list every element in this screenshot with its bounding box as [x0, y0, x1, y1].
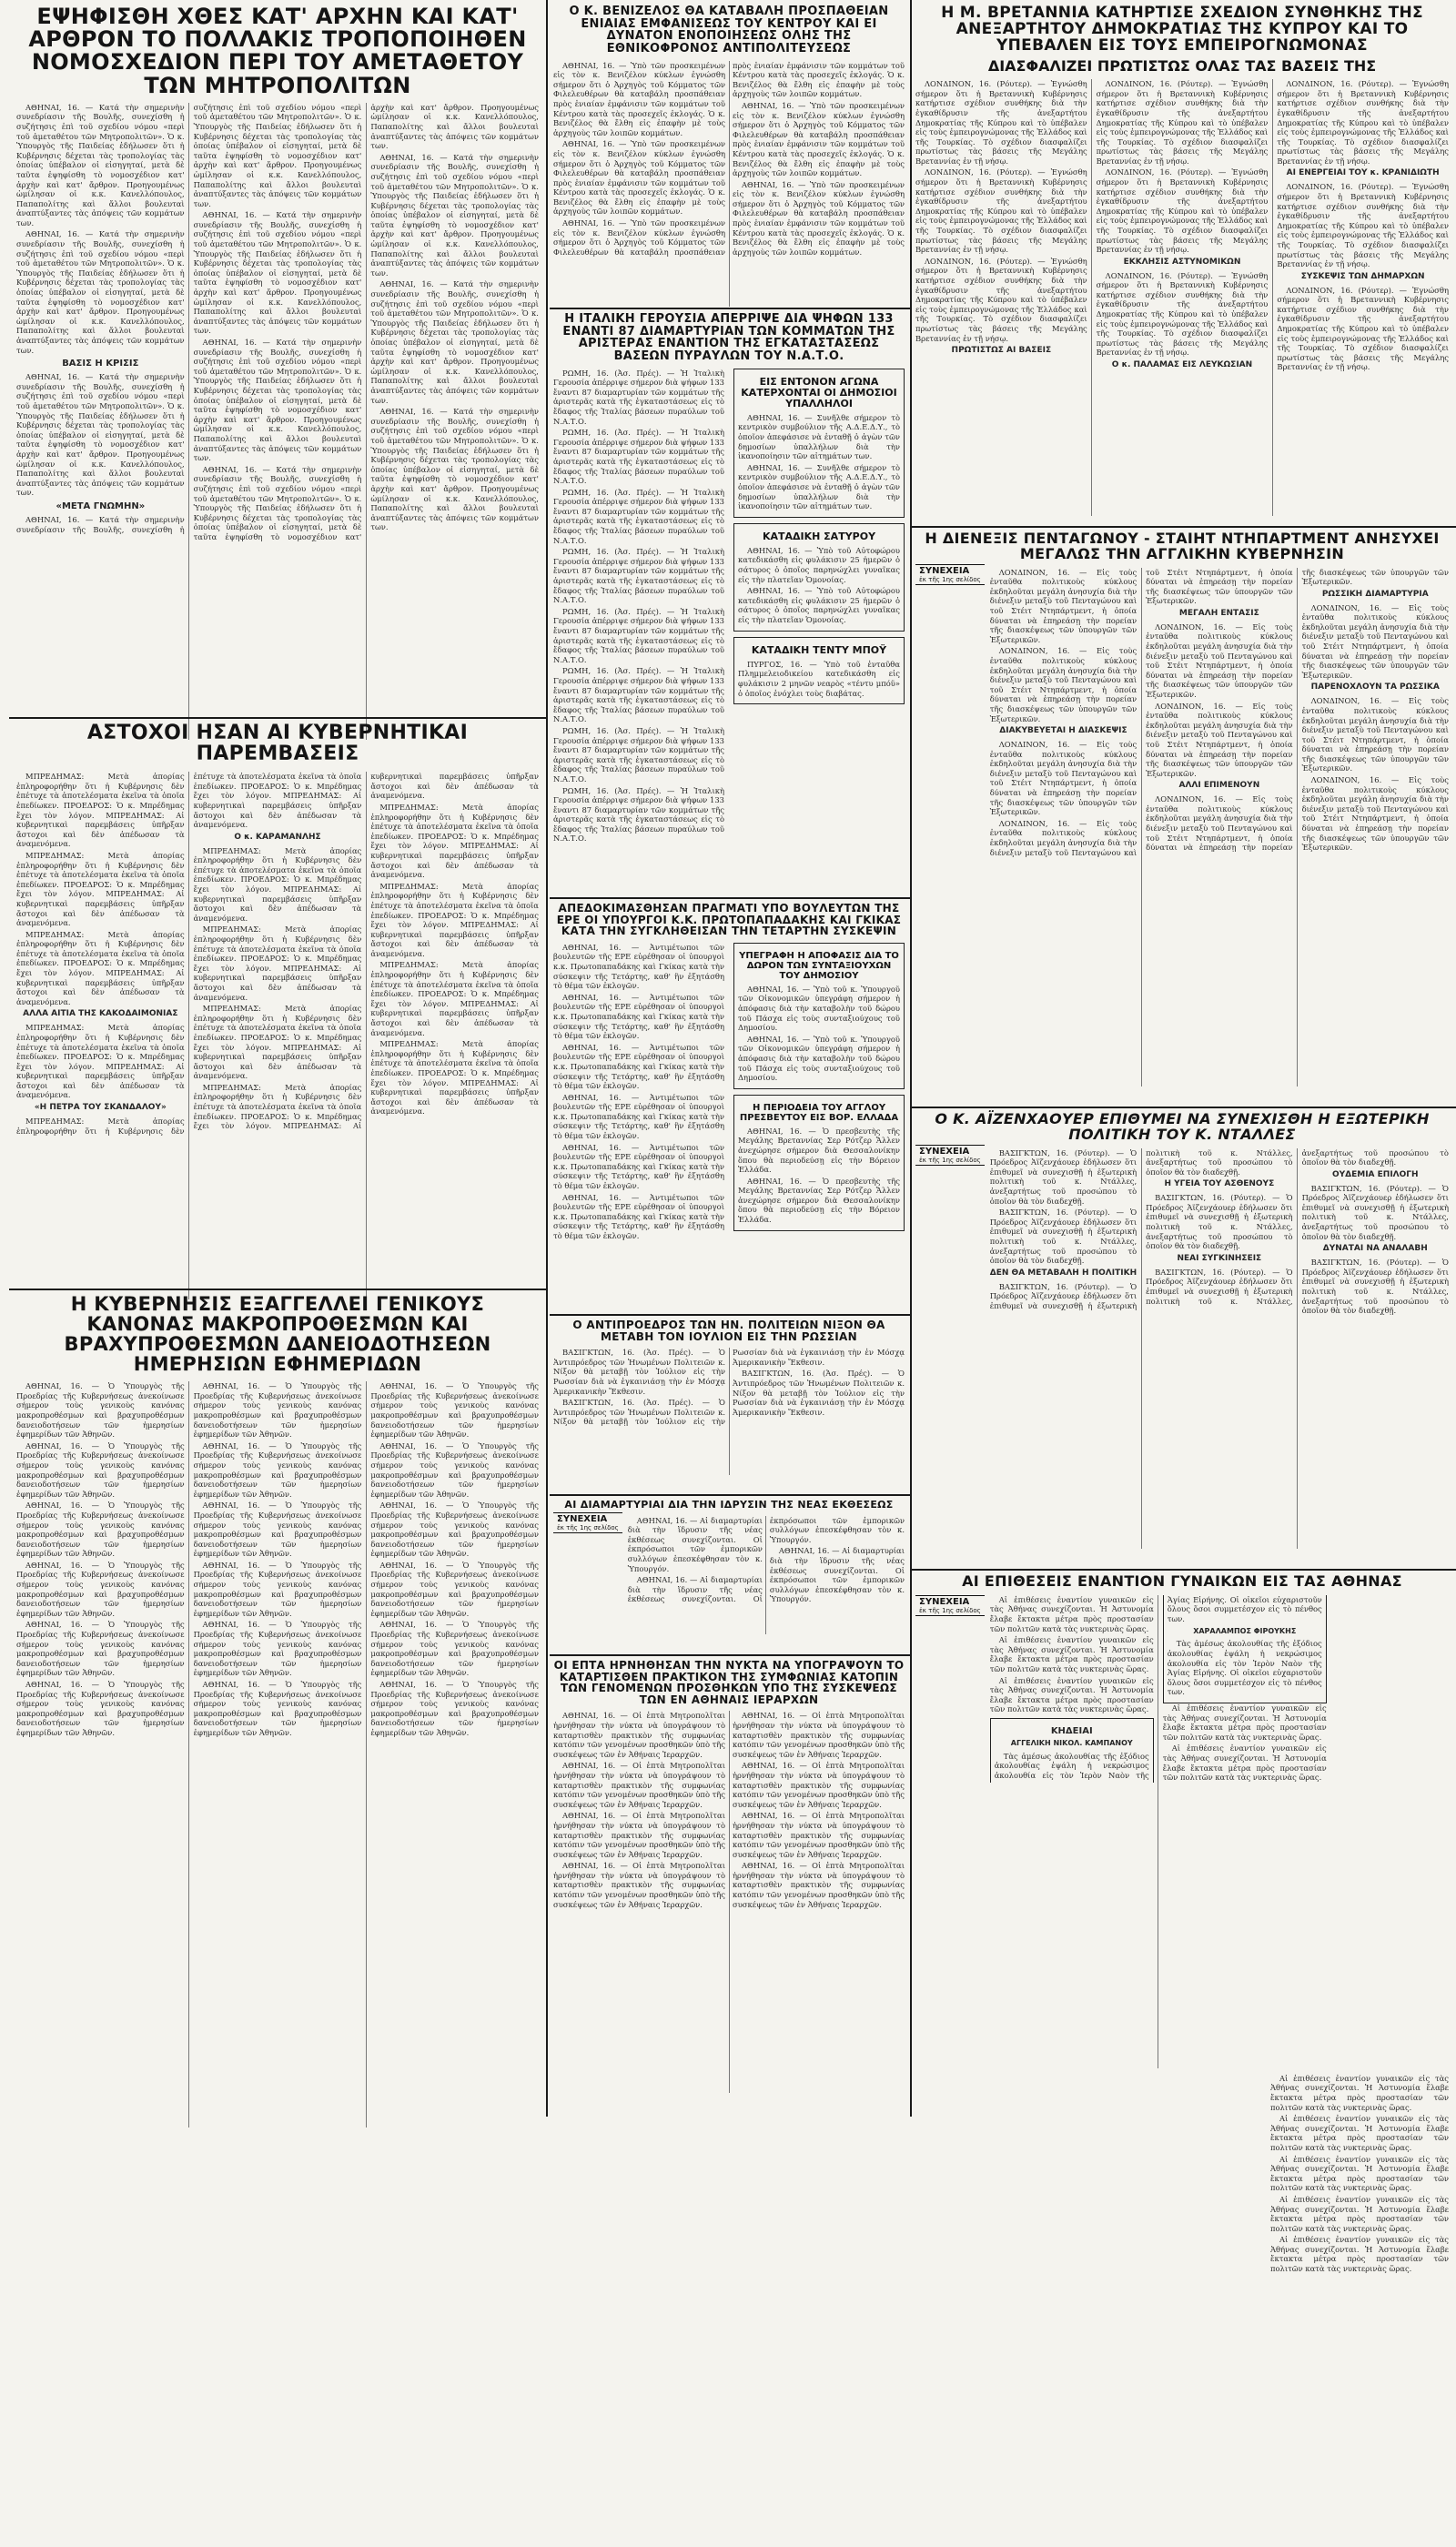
paragraph: ΛΟΝΔΙΝΟΝ, 16. (Ρόυτερ). — Ἐγνώσθη σήμερον ὅτι ἡ Βρεταννικὴ Κυβέρνησις κατήρτισε σχέδιον συνθήκης διὰ τὴν ἐγκαθίδρυσιν τῆς ἀνεξαρτήτου Δημοκρατίας τῆς Κύπρου καὶ τὸ ὑπέβαλεν εἰς τοὺς ἐμπειρογνώμονας τῆς Ἑλλάδος καὶ τῆς Τουρκίας. Τὸ σχέδιον διασφαλίζει πρωτίστως τὰς βάσεις τῆς Μεγάλης Βρεταννίας ἐν τῇ νήσῳ. — [915, 167, 1087, 255]
article-body — [553, 1348, 905, 1475]
paragraph: ΑΘΗΝΑΙ, 16. — Ὁ Ὑπουργὸς τῆς Προεδρίας τῆς Κυβερνήσεως ἀνεκοίνωσε σήμερον τοὺς γενικοὺς κανόνας μακροπροθέσμων καὶ βραχυπροθέσμων δανειοδοτήσεων τῶν ἡμερησίων ἐφημερίδων τῶν Ἀθηνῶν. — [193, 1560, 362, 1618]
section-rule — [550, 308, 910, 309]
paragraph: ΜΠΡΕΔΗΜΑΣ: Μετὰ ἀπορίας ἐπληροφορήθην ὅτι ἡ Κυβέρνησις δὲν ἐπέτυχε τὰ ἀποτελέσματα ἐκεῖνα τὰ ὁποῖα ἐπεδίωκεν. ΠΡΟΕΔΡΟΣ: Ὁ κ. Μπρέδημας ἔχει τὸν λόγον. ΜΠΡΕΔΗΜΑΣ: Αἱ κυβερνητικαὶ παρεμβάσεις ὑπῆρξαν ἄστοχοι καὶ δὲν ἀπέδωσαν τὰ ἀναμενόμενα. — [370, 960, 539, 1037]
subhead-no-change: ΔΕΝ ΘΑ ΜΕΤΑΒΑΛΗ Η ΠΟΛΙΤΙΚΗ — [989, 1268, 1138, 1278]
paragraph: ΑΘΗΝΑΙ, 16. — Οἱ ἑπτὰ Μητροπολῖται ἠρνήθησαν τὴν νύκτα νὰ ὑπογράψουν τὸ καταρτισθὲν πρακτικὸν τῆς συμφωνίας κατόπιν τῶν γενομένων προσθηκῶν ὑπὸ τῆς συσκέψεως τῶν ἐν Ἀθήναις Ἱεραρχῶν. — [553, 1811, 725, 1859]
paragraph: ΛΟΝΔΙΝΟΝ, 16. (Ρόυτερ). — Ἐγνώσθη σήμερον ὅτι ἡ Βρεταννικὴ Κυβέρνησις κατήρτισε σχέδιον συνθήκης διὰ τὴν ἐγκαθίδρυσιν τῆς ἀνεξαρτήτου Δημοκρατίας τῆς Κύπρου καὶ τὸ ὑπέβαλεν εἰς τοὺς ἐμπειρογνώμονας τῆς Ἑλλάδος καὶ τῆς Τουρκίας. Τὸ σχέδιον διασφαλίζει πρωτίστως τὰς βάσεις τῆς Μεγάλης Βρεταννίας ἐν τῇ νήσῳ. — [1096, 167, 1269, 255]
paragraph: Τὰς ἀμέσως ἀκολουθίας τῆς ἐξόδιος ἀκολουθίας ἐψάλη ἡ νεκρώσιμος ἀκολουθία εἰς τὸν Ἱερὸν Ναὸν τῆς Ἁγίας Εἰρήνης. Οἱ οἰκεῖοι εὐχαριστοῦν ὅλους ὅσοι συμμετέσχον εἰς τὸ πένθος των. — [1167, 1639, 1322, 1697]
paragraph: ΑΘΗΝΑΙ, 16. — Συνῆλθε σήμερον τὸ κεντρικὸν συμβούλιον τῆς Α.Δ.Ε.Δ.Υ., τὸ ὁποῖον ἀπεφάσισε νὰ ἐνταθῇ ὁ ἀγὼν τῶν δημοσίων ὑπαλλήλων διὰ τὴν ἱκανοποίησιν τῶν αἰτημάτων των. — [738, 412, 900, 461]
paragraph: ΒΑΣΙΓΚΤΩΝ, 16. (Ρόυτερ). — Ὁ Πρόεδρος Ἀϊζενχάουερ ἐδήλωσεν ὅτι ἐπιθυμεῖ νὰ συνεχισθῇ ἡ ἐξωτερικὴ πολιτικὴ τοῦ κ. Ντάλλες, ἀνεξαρτήτως τοῦ προσώπου τὸ ὁποῖον θὰ τὸν διαδεχθῇ. — [989, 1147, 1138, 1206]
paragraph: ΑΘΗΝΑΙ, 16. — Κατά τὴν σημερινὴν συνεδρίασιν τῆς Βουλῆς, συνεχίσθη ἡ συζήτησις ἐπὶ τοῦ σχεδίου νόμου «περὶ τοῦ ἀμεταθέτου τῶν Μητροπολιτῶν». Ὁ κ. Ὑπουργὸς τῆς Παιδείας ἐδήλωσεν ὅτι ἡ Κυβέρνησις δέχεται τὰς τροπολογίας τὰς ὁποίας ὑπέβαλον οἱ εἰσηγηταί, μετὰ δὲ ταῦτα ἐψηφίσθη τὸ νομοσχέδιον κατ' ἀρχὴν καὶ κατ' ἄρθρον. Προηγουμένως ὡμίλησαν οἱ κ.κ. Κανελλόπουλος, Παπαπολίτης καὶ ἄλλοι βουλευταὶ ἀναπτύξαντες τὰς ἀπόψεις τῶν κομμάτων των. — [16, 229, 185, 355]
paragraph: ΑΘΗΝΑΙ, 16. — Κατά τὴν σημερινὴν συνεδρίασιν τῆς Βουλῆς, συνεχίσθη ἡ συζήτησις ἐπὶ τοῦ σχεδίου νόμου «περὶ τοῦ ἀμεταθέτου τῶν Μητροπολιτῶν». Ὁ κ. Ὑπουργὸς τῆς Παιδείας ἐδήλωσεν ὅτι ἡ Κυβέρνησις δέχεται τὰς τροπολογίας τὰς ὁποίας ὑπέβαλον οἱ εἰσηγηταί, μετὰ δὲ ταῦτα ἐψηφίσθη τὸ νομοσχέδιον κατ' ἀρχὴν καὶ κατ' ἄρθρον. Προηγουμένως ὡμίλησαν οἱ κ.κ. Κανελλόπουλος, Παπαπολίτης καὶ ἄλλοι βουλευταὶ ἀναπτύξαντες τὰς ἀπόψεις τῶν κομμάτων των. — [193, 102, 539, 541]
paragraph: ΛΟΝΔΙΝΟΝ, 16. — Εἰς τοὺς ἐνταῦθα πολιτικοὺς κύκλους ἐκδηλοῦται μεγάλη ἀνησυχία διὰ τὴν διένεξιν μεταξὺ τοῦ Πενταγώνου καὶ τοῦ Στέιτ Ντηπάρτμεντ, ἡ ὁποία δύναται νὰ ἐπηρεάσῃ τὴν πορείαν τῆς διασκέψεως τῶν ὑπουργῶν τῶν Ἐξωτερικῶν. — [989, 567, 1293, 857]
subhead-health: Η ΥΓΕΙΑ ΤΟΥ ΑΣΘΕΝΟΥΣ — [1164, 1179, 1275, 1189]
paragraph: Αἱ ἐπιθέσεις ἐναντίον γυναικῶν εἰς τὰς Ἀθήνας συνεχίζονται. Ἡ Ἀστυνομία ἔλαβε ἔκτακτα μέτρα πρὸς προστασίαν τῶν πολιτῶν κατὰ τὰς νυκτερινὰς ὥρας. — [1270, 2235, 1449, 2274]
paragraph: ΑΘΗΝΑΙ, 16. — Ὑπὸ τῶν προσκειμένων εἰς τὸν κ. Βενιζέλον κύκλων ἐγνώσθη σήμερον ὅτι ὁ Ἀρχηγὸς τοῦ Κόμματος τῶν Φιλελευθέρων θὰ καταβάλη προσπάθειαν πρὸς ἑνιαίαν ἐμφάνισιν τῶν κομμάτων τοῦ Κέντρου κατὰ τὰς προσεχεῖς ἐκλογάς. Ὁ κ. Βενιζέλος θὰ ἔλθη εἰς ἐπαφὴν μὲ τοὺς ἀρχηγοὺς τῶν λοιπῶν κομμάτων. — [553, 60, 905, 257]
article-body — [628, 1516, 905, 1634]
paragraph: ΛΟΝΔΙΝΟΝ, 16. — Εἰς τοὺς ἐνταῦθα πολιτικοὺς κύκλους ἐκδηλοῦται μεγάλη ἀνησυχία διὰ τὴν διένεξιν μεταξὺ τοῦ Πενταγώνου καὶ τοῦ Στέιτ Ντηπάρτμεντ, ἡ ὁποία δύναται νὰ ἐπηρεάσῃ τὴν πορείαν τῆς διασκέψεως τῶν ὑπουργῶν τῶν Ἐξωτερικῶν. — [1301, 775, 1449, 853]
paragraph: ΛΟΝΔΙΝΟΝ, 16. — Εἰς τοὺς ἐνταῦθα πολιτικοὺς κύκλους ἐκδηλοῦται μεγάλη ἀνησυχία διὰ τὴν διένεξιν μεταξὺ τοῦ Πενταγώνου καὶ τοῦ Στέιτ Ντηπάρτμεντ, ἡ ὁποία δύναται νὰ ἐπηρεάσῃ τὴν πορείαν τῆς διασκέψεως τῶν ὑπουργῶν τῶν Ἐξωτερικῶν. — [1146, 701, 1293, 778]
article-body — [738, 413, 900, 511]
article-signed-decision — [733, 943, 905, 1089]
headline-pentagon: Η ΔΙΕΝΕΞΙΣ ΠΕΝΤΑΓΩΝΟΥ - ΣΤΑΙΗΤ ΝΤΗΠΑΡΤΜΕΝΤ ΑΝΗΣΥΧΕΙ ΜΕΓΑΛΩΣ ΤΗΝ ΑΓΓΛΙΚΗΝ ΚΥΒΕΡΝΗΣΙΝ — [925, 530, 1440, 562]
paragraph: ΜΠΡΕΔΗΜΑΣ: Μετὰ ἀπορίας ἐπληροφορήθην ὅτι ἡ Κυβέρνησις δὲν ἐπέτυχε τὰ ἀποτελέσματα ἐκεῖνα τὰ ὁποῖα ἐπεδίωκεν. ΠΡΟΕΔΡΟΣ: Ὁ κ. Μπρέδημας ἔχει τὸν λόγον. ΜΠΡΕΔΗΜΑΣ: Αἱ κυβερνητικαὶ παρεμβάσεις ὑπῆρξαν ἄστοχοι καὶ δὲν ἀπέδωσαν τὰ ἀναμενόμενα. — [370, 1039, 539, 1117]
headline-struggle: ΕΙΣ ΕΝΤΟΝΟΝ ΑΓΩΝΑ ΚΑΤΕΡΧΟΝΤΑΙ ΟΙ ΔΗΜΟΣΙΟΙ ΥΠΑΛΛΗΛΟΙ — [741, 375, 897, 409]
paragraph: Αἱ ἐπιθέσεις ἐναντίον γυναικῶν εἰς τὰς Ἀθήνας συνεχίζονται. Ἡ Ἀστυνομία ἔλαβε ἔκτακτα μέτρα πρὸς προστασίαν τῶν πολιτῶν κατὰ τὰς νυκτερινὰς ὥρας. — [1270, 2194, 1449, 2233]
continued-label — [915, 1145, 985, 1166]
paragraph: ΑΘΗΝΑΙ, 16. — Ὁ Ὑπουργὸς τῆς Προεδρίας τῆς Κυβερνήσεως ἀνεκοίνωσε σήμερον τοὺς γενικοὺς κανόνας μακροπροθέσμων καὶ βραχυπροθέσμων δανειοδοτήσεων τῶν ἡμερησίων ἐφημερίδων τῶν Ἀθηνῶν. — [370, 1381, 539, 1440]
paragraph: ΛΟΝΔΙΝΟΝ, 16. (Ρόυτερ). — Ἐγνώσθη σήμερον ὅτι ἡ Βρεταννικὴ Κυβέρνησις κατήρτισε σχέδιον συνθήκης διὰ τὴν ἐγκαθίδρυσιν τῆς ἀνεξαρτήτου Δημοκρατίας τῆς Κύπρου καὶ τὸ ὑπέβαλεν εἰς τοὺς ἐμπειρογνώμονας τῆς Ἑλλάδος καὶ τῆς Τουρκίας. Τὸ σχέδιον διασφαλίζει πρωτίστως τὰς βάσεις τῆς Μεγάλης Βρεταννίας ἐν τῇ νήσῳ. — [1277, 79, 1449, 166]
paragraph: ΑΘΗΝΑΙ, 16. — Ὁ Ὑπουργὸς τῆς Προεδρίας τῆς Κυβερνήσεως ἀνεκοίνωσε σήμερον τοὺς γενικοὺς κανόνας μακροπροθέσμων καὶ βραχυπροθέσμων δανειοδοτήσεων τῶν ἡμερησίων ἐφημερίδων τῶν Ἀθηνῶν. — [193, 1381, 362, 1440]
headline-parliament-bill: ΕΨΗΦΙΣΘΗ ΧΘΕΣ ΚΑΤ' ΑΡΧΗΝ ΚΑΙ ΚΑΤ' ΑΡΘΡΟΝ ΤΟ ΠΟΛΛΑΚΙΣ ΤΡΟΠΟΠΟΙΗΘΕΝ ΝΟΜΟΣΧΕΔΙΟΝ ΠΕΡΙ ΤΟΥ ΑΜΕΤΑΘΕΤΟΥ ΤΩΝ ΜΗΤΡΟΠΟΛΙΤΩΝ — [28, 4, 527, 98]
paragraph: ΑΘΗΝΑΙ, 16. — Ἀντιμέτωποι τῶν βουλευτῶν τῆς ΕΡΕ εὑρέθησαν οἱ ὑπουργοὶ κ.κ. Πρωτοπαπαδάκης καὶ Γκίκας κατὰ τὴν σύσκεψιν τῆς Τετάρτης, καθ' ἣν ἐξητάσθη τὸ θέμα τῶν ἐκλογῶν. — [553, 1042, 724, 1091]
paragraph: Αἱ ἐπιθέσεις ἐναντίον γυναικῶν εἰς τὰς Ἀθήνας συνεχίζονται. Ἡ Ἀστυνομία ἔλαβε ἔκτακτα μέτρα πρὸς προστασίαν τῶν πολιτῶν κατὰ τὰς νυκτερινὰς ὥρας. — [989, 1675, 1154, 1714]
subhead-police: ΕΚΚΛΗΣΙΣ ΑΣΤΥΝΟΜΙΚΩΝ — [1123, 257, 1241, 267]
headline-protests: ΑΙ ΔΙΑΜΑΡΤΥΡΙΑΙ ΔΙΑ ΤΗΝ ΙΔΡΥΣΙΝ ΤΗΣ ΝΕΑΣ ΕΚΘΕΣΕΩΣ — [564, 1499, 894, 1511]
subhead-russian-protest: ΡΩΣΣΙΚΗ ΔΙΑΜΑΡΤΥΡΙΑ — [1321, 589, 1429, 599]
subhead-palamas: Ο κ. ΠΑΛΑΜΑΣ ΕΙΣ ΛΕΥΚΩΣΙΑΝ — [1111, 360, 1253, 370]
article-body — [16, 1381, 539, 2128]
paragraph: ΜΠΡΕΔΗΜΑΣ: Μετὰ ἀπορίας ἐπληροφορήθην ὅτι ἡ Κυβέρνησις δὲν ἐπέτυχε τὰ ἀποτελέσματα ἐκεῖνα τὰ ὁποῖα ἐπεδίωκεν. ΠΡΟΕΔΡΟΣ: Ὁ κ. Μπρέδημας ἔχει τὸν λόγον. ΜΠΡΕΔΗΜΑΣ: Αἱ κυβερνητικαὶ παρεμβάσεις ὑπῆρξαν ἄστοχοι καὶ δὲν ἀπέδωσαν τὰ ἀναμενόμενα. — [370, 881, 539, 958]
paragraph: ΑΘΗΝΑΙ, 16. — Οἱ ἑπτὰ Μητροπολῖται ἠρνήθησαν τὴν νύκτα νὰ ὑπογράψουν τὸ καταρτισθὲν πρακτικὸν τῆς συμφωνίας κατόπιν τῶν γενομένων προσθηκῶν ὑπὸ τῆς συσκέψεως τῶν ἐν Ἀθήναις Ἱεραρχῶν. — [733, 1761, 905, 1809]
paragraph: ΛΟΝΔΙΝΟΝ, 16. (Ρόυτερ). — Ἐγνώσθη σήμερον ὅτι ἡ Βρεταννικὴ Κυβέρνησις κατήρτισε σχέδιον συνθήκης διὰ τὴν ἐγκαθίδρυσιν τῆς ἀνεξαρτήτου Δημοκρατίας τῆς Κύπρου καὶ τὸ ὑπέβαλεν εἰς τοὺς ἐμπειρογνώμονας τῆς Ἑλλάδος καὶ τῆς Τουρκίας. Τὸ σχέδιον διασφαλίζει πρωτίστως τὰς βάσεις τῆς Μεγάλης Βρεταννίας ἐν τῇ νήσῳ. — [1277, 285, 1449, 372]
article-body — [16, 103, 539, 740]
paragraph: ΑΘΗΝΑΙ, 16. — Κατά τὴν σημερινὴν συνεδρίασιν τῆς Βουλῆς, συνεχίσθη ἡ συζήτησις ἐπὶ τοῦ σχεδίου νόμου «περὶ τοῦ ἀμεταθέτου τῶν Μητροπολιτῶν». Ὁ κ. Ὑπουργὸς τῆς Παιδείας ἐδήλωσεν ὅτι ἡ Κυβέρνησις δέχεται τὰς τροπολογίας τὰς ὁποίας ὑπέβαλον οἱ εἰσηγηταί, μετὰ δὲ ταῦτα ἐψηφίσθη τὸ νομοσχέδιον κατ' ἀρχὴν καὶ κατ' ἄρθρον. Προηγουμένως ὡμίλησαν οἱ κ.κ. Κανελλόπουλος, Παπαπολίτης καὶ ἄλλοι βουλευταὶ ἀναπτύξαντες τὰς ἀπόψεις τῶν κομμάτων των. — [16, 102, 362, 534]
section-rule — [910, 1569, 1456, 1571]
paragraph: ΜΠΡΕΔΗΜΑΣ: Μετὰ ἀπορίας ἐπληροφορήθην ὅτι ἡ Κυβέρνησις δὲν ἐπέτυχε τὰ ἀποτελέσματα ἐκεῖνα τὰ ὁποῖα ἐπεδίωκεν. ΠΡΟΕΔΡΟΣ: Ὁ κ. Μπρέδημας ἔχει τὸν λόγον. ΜΠΡΕΔΗΜΑΣ: Αἱ κυβερνητικαὶ παρεμβάσεις ὑπῆρξαν ἄστοχοι καὶ δὲν ἀπέδωσαν τὰ ἀναμενόμενα. — [193, 772, 539, 1131]
paragraph: ΑΘΗΝΑΙ, 16. — Οἱ ἑπτὰ Μητροπολῖται ἠρνήθησαν τὴν νύκτα νὰ ὑπογράψουν τὸ καταρτισθὲν πρακτικὸν τῆς συμφωνίας κατόπιν τῶν γενομένων προσθηκῶν ὑπὸ τῆς συσκέψεως τῶν ἐν Ἀθήναις Ἱεραρχῶν. — [553, 1711, 725, 1759]
paragraph: ΑΘΗΝΑΙ, 16. — Ὁ Ὑπουργὸς τῆς Προεδρίας τῆς Κυβερνήσεως ἀνεκοίνωσε σήμερον τοὺς γενικοὺς κανόνας μακροπροθέσμων καὶ βραχυπροθέσμων δανειοδοτήσεων τῶν ἡμερησίων ἐφημερίδων τῶν Ἀθηνῶν. — [193, 1680, 362, 1737]
paragraph: ΑΘΗΝΑΙ, 16. — Οἱ ἑπτὰ Μητροπολῖται ἠρνήθησαν τὴν νύκτα νὰ ὑπογράψουν τὸ καταρτισθὲν πρακτικὸν τῆς συμφωνίας κατόπιν τῶν γενομένων προσθηκῶν ὑπὸ τῆς συσκέψεως τῶν ἐν Ἀθήναις Ἱεραρχῶν. — [553, 1761, 725, 1809]
article-body — [738, 985, 900, 1083]
headline-disapproved: ΑΠΕΔΟΚΙΜΑΣΘΗΣΑΝ ΠΡΑΓΜΑΤΙ ΥΠΟ ΒΟΥΛΕΥΤΩΝ ΤΗΣ ΕΡΕ ΟΙ ΥΠΟΥΡΓΟΙ Κ.Κ. ΠΡΩΤΟΠΑΠΑΔΑΚΗΣ ΚΑΙ ΓΚΙΚΑΣ ΚΑΤΑ ΤΗΝ ΣΥΓΚΛΗΘΕΙΣΑΝ ΤΗΝ ΤΕΤΑΡΤΗΝ ΣΥΣΚΕΨΙΝ — [556, 902, 902, 938]
paragraph: ΑΘΗΝΑΙ, 16. — Ὁ Ὑπουργὸς τῆς Προεδρίας τῆς Κυβερνήσεως ἀνεκοίνωσε σήμερον τοὺς γενικοὺς κανόνας μακροπροθέσμων καὶ βραχυπροθέσμων δανειοδοτήσεων τῶν ἡμερησίων ἐφημερίδων τῶν Ἀθηνῶν. — [370, 1560, 539, 1618]
paragraph: ΑΘΗΝΑΙ, 16. — Ἀντιμέτωποι τῶν βουλευτῶν τῆς ΕΡΕ εὑρέθησαν οἱ ὑπουργοὶ κ.κ. Πρωτοπαπαδάκης καὶ Γκίκας κατὰ τὴν σύσκεψιν τῆς Τετάρτης, καθ' ἣν ἐξητάσθη τὸ θέμα τῶν ἐκλογῶν. — [553, 1142, 724, 1191]
column-rule — [546, 0, 548, 2117]
paragraph: ΒΑΣΙΓΚΤΩΝ, 16. (Ἀσ. Πρές). — Ὁ Ἀντιπρόεδρος τῶν Ἡνωμένων Πολιτειῶν κ. Νίξον θὰ μεταβῇ τὸν Ἰούλιον εἰς τὴν Ρωσσίαν διὰ νὰ ἐγκαινιάσῃ τὴν ἐν Μόσχᾳ Ἀμερικανικὴν Ἔκθεσιν. — [553, 1348, 905, 1427]
funeral-name: ΧΑΡΑΛΑΜΠΟΣ ΦΙΡΟΥΚΗΣ — [1193, 1626, 1297, 1635]
continued-text: ΣΥΝΕΧΕΙΑ — [557, 1513, 608, 1524]
article-italian-senate — [553, 313, 905, 895]
paragraph: ΑΘΗΝΑΙ, 16. — Ἀντιμέτωποι τῶν βουλευτῶν τῆς ΕΡΕ εὑρέθησαν οἱ ὑπουργοὶ κ.κ. Πρωτοπαπαδάκης καὶ Γκίκας κατὰ τὴν σύσκεψιν τῆς Τετάρτης, καθ' ἣν ἐξητάσθη τὸ θέμα τῶν ἐκλογῶν. — [553, 1092, 724, 1141]
paragraph: Αἱ ἐπιθέσεις ἐναντίον γυναικῶν εἰς τὰς Ἀθήνας συνεχίζονται. Ἡ Ἀστυνομία ἔλαβε ἔκτακτα μέτρα πρὸς προστασίαν τῶν πολιτῶν κατὰ τὰς νυκτερινὰς ὥρας. — [1270, 2073, 1449, 2112]
paragraph: ΑΘΗΝΑΙ, 16. — Ὁ Ὑπουργὸς τῆς Προεδρίας τῆς Κυβερνήσεως ἀνεκοίνωσε σήμερον τοὺς γενικοὺς κανόνας μακροπροθέσμων καὶ βραχυπροθέσμων δανειοδοτήσεων τῶν ἡμερησίων ἐφημερίδων τῶν Ἀθηνῶν. — [193, 1440, 362, 1499]
continued-label — [915, 564, 985, 585]
continued-label — [915, 1595, 985, 1616]
paragraph: ΑΘΗΝΑΙ, 16. — Κατά τὴν σημερινὴν συνεδρίασιν τῆς Βουλῆς, συνεχίσθη ἡ συζήτησις ἐπὶ τοῦ σχεδίου νόμου «περὶ τοῦ ἀμεταθέτου τῶν Μητροπολιτῶν». Ὁ κ. Ὑπουργὸς τῆς Παιδείας ἐδήλωσεν ὅτι ἡ Κυβέρνησις δέχεται τὰς τροπολογίας τὰς ὁποίας ὑπέβαλον οἱ εἰσηγηταί, μετὰ δὲ ταῦτα ἐψηφίσθη τὸ νομοσχέδιον κατ' ἀρχὴν καὶ κατ' ἄρθρον. Προηγουμένως ὡμίλησαν οἱ κ.κ. Κανελλόπουλος, Παπαπολίτης καὶ ἄλλοι βουλευταὶ ἀναπτύξαντες τὰς ἀπόψεις τῶν κομμάτων των. — [370, 279, 539, 405]
subhead-bases: ΠΡΩΤΙΣΤΩΣ ΑΙ ΒΑΣΕΙΣ — [951, 346, 1052, 356]
paragraph: ΒΑΣΙΓΚΤΩΝ, 16. (Ρόυτερ). — Ὁ Πρόεδρος Ἀϊζενχάουερ ἐδήλωσεν ὅτι ἐπιθυμεῖ νὰ συνεχισθῇ ἡ ἐξωτερικὴ πολιτικὴ τοῦ κ. Ντάλλες, ἀνεξαρτήτως τοῦ προσώπου τὸ ὁποῖον θὰ τὸν διαδεχθῇ. — [989, 1208, 1138, 1266]
paragraph: ΑΘΗΝΑΙ, 16. — Αἱ διαμαρτυρίαι διὰ τὴν ἵδρυσιν τῆς νέας ἐκθέσεως συνεχίζονται. Οἱ ἐκπρόσωποι τῶν ἐμπορικῶν συλλόγων ἐπεσκέφθησαν τὸν κ. Ὑπουργόν. — [627, 1515, 905, 1604]
paragraph: ΜΠΡΕΔΗΜΑΣ: Μετὰ ἀπορίας ἐπληροφορήθην ὅτι ἡ Κυβέρνησις δὲν ἐπέτυχε τὰ ἀποτελέσματα ἐκεῖνα τὰ ὁποῖα ἐπεδίωκεν. ΠΡΟΕΔΡΟΣ: Ὁ κ. Μπρέδημας ἔχει τὸν λόγον. ΜΠΡΕΔΗΜΑΣ: Αἱ κυβερνητικαὶ παρεμβάσεις ὑπῆρξαν ἄστοχοι καὶ δὲν ἀπέδωσαν τὰ ἀναμενόμενα. — [193, 1004, 362, 1081]
paragraph: ΡΩΜΗ, 16. (Ἀσ. Πρές). — Ἡ Ἰταλικὴ Γερουσία ἀπέρριψε σήμερον διὰ ψήφων 133 ἔναντι 87 διαμαρτυρίαν τῶν κομμάτων τῆς ἀριστερᾶς κατὰ τῆς ἐγκαταστάσεως εἰς τὸ ἔδαφος τῆς Ἰταλίας βάσεων πυραύλων τοῦ Ν.Α.Τ.Ο. — [553, 666, 724, 724]
continued-tag — [915, 1593, 990, 1618]
paragraph: ΒΑΣΙΓΚΤΩΝ, 16. (Ρόυτερ). — Ὁ Πρόεδρος Ἀϊζενχάουερ ἐδήλωσεν ὅτι ἐπιθυμεῖ νὰ συνεχισθῇ ἡ ἐξωτερικὴ πολιτικὴ τοῦ κ. Ντάλλες, ἀνεξαρτήτως τοῦ προσώπου τὸ ὁποῖον θὰ τὸν διαδεχθῇ. — [1146, 1147, 1449, 1306]
paragraph: ΜΠΡΕΔΗΜΑΣ: Μετὰ ἀπορίας ἐπληροφορήθην ὅτι ἡ Κυβέρνησις δὲν ἐπέτυχε τὰ ἀποτελέσματα ἐκεῖνα τὰ ὁποῖα ἐπεδίωκεν. ΠΡΟΕΔΡΟΣ: Ὁ κ. Μπρέδημας ἔχει τὸν λόγον. ΜΠΡΕΔΗΜΑΣ: Αἱ κυβερνητικαὶ παρεμβάσεις ὑπῆρξαν ἄστοχοι καὶ δὲν ἀπέδωσαν τὰ ἀναμενόμενα. — [193, 845, 362, 923]
continued-from: ἐκ τῆς 1ης σελίδος — [919, 575, 981, 583]
article-ambassador-tour — [733, 1095, 905, 1231]
subhead-energies: ΑΙ ΕΝΕΡΓΕΙΑΙ ΤΟΥ κ. ΚΡΑΝΙΔΙΩΤΗ — [1286, 168, 1440, 178]
paragraph: ΑΘΗΝΑΙ, 16. — Κατά τὴν σημερινὴν συνεδρίασιν τῆς Βουλῆς, συνεχίσθη ἡ συζήτησις ἐπὶ τοῦ σχεδίου νόμου «περὶ τοῦ ἀμεταθέτου τῶν Μητροπολιτῶν». Ὁ κ. Ὑπουργὸς τῆς Παιδείας ἐδήλωσεν ὅτι ἡ Κυβέρνησις δέχεται τὰς τροπολογίας τὰς ὁποίας ὑπέβαλον οἱ εἰσηγηταί, μετὰ δὲ ταῦτα ἐψηφίσθη τὸ νομοσχέδιον κατ' ἀρχὴν καὶ κατ' ἄρθρον. Προηγουμένως ὡμίλησαν οἱ κ.κ. Κανελλόπουλος, Παπαπολίτης καὶ ἄλλοι βουλευταὶ ἀναπτύξαντες τὰς ἀπόψεις τῶν κομμάτων των. — [16, 372, 185, 498]
subhead-no-statements: ΟΥΔΕΜΙΑ ΕΠΙΛΟΓΗ — [1331, 1169, 1419, 1179]
paragraph: Αἱ ἐπιθέσεις ἐναντίον γυναικῶν εἰς τὰς Ἀθήνας συνεχίζονται. Ἡ Ἀστυνομία ἔλαβε ἔκτακτα μέτρα πρὸς προστασίαν τῶν πολιτῶν κατὰ τὰς νυκτερινὰς ὥρας. — [989, 1594, 1154, 1633]
article-seven-refused — [553, 1660, 905, 2109]
subhead-possible-change: ΔΥΝΑΤΑΙ ΝΑ ΑΝΑΛΑΒΗ — [1322, 1244, 1428, 1254]
paragraph: ΜΠΡΕΔΗΜΑΣ: Μετὰ ἀπορίας ἐπληροφορήθην ὅτι ἡ Κυβέρνησις δὲν ἐπέτυχε τὰ ἀποτελέσματα ἐκεῖνα τὰ ὁποῖα ἐπεδίωκεν. ΠΡΟΕΔΡΟΣ: Ὁ κ. Μπρέδημας ἔχει τὸν λόγον. ΜΠΡΕΔΗΜΑΣ: Αἱ κυβερνητικαὶ παρεμβάσεις ὑπῆρξαν ἄστοχοι καὶ δὲν ἀπέδωσαν τὰ ἀναμενόμενα. — [193, 925, 362, 1002]
paragraph: ΜΠΡΕΔΗΜΑΣ: Μετὰ ἀπορίας ἐπληροφορήθην ὅτι ἡ Κυβέρνησις δὲν ἐπέτυχε τὰ ἀποτελέσματα ἐκεῖνα τὰ ὁποῖα ἐπεδίωκεν. ΠΡΟΕΔΡΟΣ: Ὁ κ. Μπρέδημας ἔχει τὸν λόγον. ΜΠΡΕΔΗΜΑΣ: Αἱ κυβερνητικαὶ παρεμβάσεις ὑπῆρξαν ἄστοχοι καὶ δὲν ἀπέδωσαν τὰ ἀναμενόμενα. — [16, 850, 185, 928]
paragraph: ΛΟΝΔΙΝΟΝ, 16. (Ρόυτερ). — Ἐγνώσθη σήμερον ὅτι ἡ Βρεταννικὴ Κυβέρνησις κατήρτισε σχέδιον συνθήκης διὰ τὴν ἐγκαθίδρυσιν τῆς ἀνεξαρτήτου Δημοκρατίας τῆς Κύπρου καὶ τὸ ὑπέβαλεν εἰς τοὺς ἐμπειρογνώμονας τῆς Ἑλλάδος καὶ τῆς Τουρκίας. Τὸ σχέδιον διασφαλίζει πρωτίστως τὰς βάσεις τῆς Μεγάλης Βρεταννίας ἐν τῇ νήσῳ. — [915, 256, 1087, 343]
headline-satyr: ΚΑΤΑΔΙΚΗ ΣΑΤΥΡΟΥ — [762, 530, 876, 542]
section-rule — [910, 526, 1456, 528]
paragraph: ΜΠΡΕΔΗΜΑΣ: Μετὰ ἀπορίας ἐπληροφορήθην ὅτι ἡ Κυβέρνησις δὲν ἐπέτυχε τὰ ἀποτελέσματα ἐκεῖνα τὰ ὁποῖα ἐπεδίωκεν. ΠΡΟΕΔΡΟΣ: Ὁ κ. Μπρέδημας ἔχει τὸν λόγον. ΜΠΡΕΔΗΜΑΣ: Αἱ κυβερνητικαὶ παρεμβάσεις ὑπῆρξαν ἄστοχοι καὶ δὲν ἀπέδωσαν τὰ ἀναμενόμενα. — [16, 1023, 185, 1100]
article-body — [990, 1148, 1449, 1549]
paragraph: ΛΟΝΔΙΝΟΝ, 16. (Ρόυτερ). — Ἐγνώσθη σήμερον ὅτι ἡ Βρεταννικὴ Κυβέρνησις κατήρτισε σχέδιον συνθήκης διὰ τὴν ἐγκαθίδρυσιν τῆς ἀνεξαρτήτου Δημοκρατίας τῆς Κύπρου καὶ τὸ ὑπέβαλεν εἰς τοὺς ἐμπειρογνώμονας τῆς Ἑλλάδος καὶ τῆς Τουρκίας. Τὸ σχέδιον διασφαλίζει πρωτίστως τὰς βάσεις τῆς Μεγάλης Βρεταννίας ἐν τῇ νήσῳ. — [1096, 270, 1269, 358]
paragraph: ΑΘΗΝΑΙ, 16. — Ἀντιμέτωποι τῶν βουλευτῶν τῆς ΕΡΕ εὑρέθησαν οἱ ὑπουργοὶ κ.κ. Πρωτοπαπαδάκης καὶ Γκίκας κατὰ τὴν σύσκεψιν τῆς Τετάρτης, καθ' ἣν ἐξητάσθη τὸ θέμα τῶν ἐκλογῶν. — [553, 1192, 724, 1240]
headline-ambassador-tour: Η ΠΕΡΙΟΔΕΙΑ ΤΟΥ ΑΓΓΛΟΥ ΠΡΕΣΒΕΥΤΟΥ ΕΙΣ ΒΟΡ. ΕΛΛΑΔΑ — [739, 1102, 899, 1123]
paragraph: Αἱ ἐπιθέσεις ἐναντίον γυναικῶν εἰς τὰς Ἀθήνας συνεχίζονται. Ἡ Ἀστυνομία ἔλαβε ἔκτακτα μέτρα πρὸς προστασίαν τῶν πολιτῶν κατὰ τὰς νυκτερινὰς ὥρας. — [989, 1635, 1154, 1673]
subhead-funeral: ΚΗΔΕΙΑΙ — [1050, 1725, 1093, 1736]
paragraph: ΡΩΜΗ, 16. (Ἀσ. Πρές). — Ἡ Ἰταλικὴ Γερουσία ἀπέρριψε σήμερον διὰ ψήφων 133 ἔναντι 87 διαμαρτυρίαν τῶν κομμάτων τῆς ἀριστερᾶς κατὰ τῆς ἐγκαταστάσεως εἰς τὸ ἔδαφος τῆς Ἰταλίας βάσεων πυραύλων τοῦ Ν.Α.Τ.Ο. — [553, 487, 724, 545]
continued-label — [553, 1512, 622, 1533]
paragraph: ΑΘΗΝΑΙ, 16. — Ὑπὸ τοῦ κ. Ὑπουργοῦ τῶν Οἰκονομικῶν ὑπεγράφη σήμερον ἡ ἀπόφασις διὰ τὴν καταβολὴν τοῦ δώρου τοῦ Πάσχα εἰς τοὺς συνταξιούχους τοῦ Δημοσίου. — [738, 1034, 900, 1083]
paragraph: ΠΥΡΓΟΣ, 16. — Ὑπὸ τοῦ ἐνταῦθα Πλημμελειοδικείου κατεδικάσθη εἰς φυλάκισιν 2 μηνῶν νεαρὸς «τέντυ μπόϋ» ὁ ὁποῖος ἐνόχλει τοὺς διαβάτας. — [738, 659, 900, 698]
article-body — [16, 772, 539, 1299]
article-disapproved — [553, 903, 905, 1312]
paragraph: ΑΘΗΝΑΙ, 16. — Οἱ ἑπτὰ Μητροπολῖται ἠρνήθησαν τὴν νύκτα νὰ ὑπογράψουν τὸ καταρτισθὲν πρακτικὸν τῆς συμφωνίας κατόπιν τῶν γενομένων προσθηκῶν ὑπὸ τῆς συσκέψεως τῶν ἐν Ἀθήναις Ἱεραρχῶν. — [733, 1861, 905, 1909]
paragraph: ΒΑΣΙΓΚΤΩΝ, 16. (Ἀσ. Πρές). — Ὁ Ἀντιπρόεδρος τῶν Ἡνωμένων Πολιτειῶν κ. Νίξον θὰ μεταβῇ τὸν Ἰούλιον εἰς τὴν Ρωσσίαν διὰ νὰ ἐγκαινιάσῃ τὴν ἐν Μόσχᾳ Ἀμερικανικὴν Ἔκθεσιν. — [553, 1348, 725, 1396]
article-body — [738, 546, 900, 625]
subhead-great-tension: ΜΕΓΑΛΗ ΕΝΤΑΣΙΣ — [1178, 608, 1259, 618]
paragraph: ΑΘΗΝΑΙ, 16. — Ὑπὸ τοῦ κ. Ὑπουργοῦ τῶν Οἰκονομικῶν ὑπεγράφη σήμερον ἡ ἀπόφασις διὰ τὴν καταβολὴν τοῦ δώρου τοῦ Πάσχα εἰς τοὺς συνταξιούχους τοῦ Δημοσίου. — [738, 984, 900, 1033]
article-body — [1270, 2074, 1449, 2547]
paragraph: ΑΘΗΝΑΙ, 16. — Ὑπὸ τῶν προσκειμένων εἰς τὸν κ. Βενιζέλον κύκλων ἐγνώσθη σήμερον ὅτι ὁ Ἀρχηγὸς τοῦ Κόμματος τῶν Φιλελευθέρων θὰ καταβάλη προσπάθειαν πρὸς ἑνιαίαν ἐμφάνισιν τῶν κομμάτων τοῦ Κέντρου κατὰ τὰς προσεχεῖς ἐκλογάς. Ὁ κ. Βενιζέλος θὰ ἔλθη εἰς ἐπαφὴν μὲ τοὺς ἀρχηγοὺς τῶν λοιπῶν κομμάτων. — [733, 179, 905, 257]
paragraph: ΡΩΜΗ, 16. (Ἀσ. Πρές). — Ἡ Ἰταλικὴ Γερουσία ἀπέρριψε σήμερον διὰ ψήφων 133 ἔναντι 87 διαμαρτυρίαν τῶν κομμάτων τῆς ἀριστερᾶς κατὰ τῆς ἐγκαταστάσεως εἰς τὸ ἔδαφος τῆς Ἰταλίας βάσεων πυραύλων τοῦ Ν.Α.Τ.Ο. — [553, 785, 724, 844]
article-body — [738, 1127, 900, 1225]
paragraph: ΑΘΗΝΑΙ, 16. — Ὁ Ὑπουργὸς τῆς Προεδρίας τῆς Κυβερνήσεως ἀνεκοίνωσε σήμερον τοὺς γενικοὺς κανόνας μακροπροθέσμων καὶ βραχυπροθέσμων δανειοδοτήσεων τῶν ἡμερησίων ἐφημερίδων τῶν Ἀθηνῶν. — [193, 1501, 362, 1559]
article-attacks-women — [915, 1572, 1449, 2274]
paragraph: ΑΘΗΝΑΙ, 16. — Ὁ πρεσβευτὴς τῆς Μεγάλης Βρεταννίας Σερ Ρότζερ Ἄλλεν ἀνεχώρησε σήμερον διὰ Θεσσαλονίκην ὅπου θὰ περιοδεύσῃ εἰς τὴν Βόρειον Ἑλλάδα. — [738, 1176, 900, 1225]
article-government-loans — [16, 1294, 539, 2104]
paragraph: ΑΘΗΝΑΙ, 16. — Κατά τὴν σημερινὴν συνεδρίασιν τῆς Βουλῆς, συνεχίσθη ἡ συζήτησις ἐπὶ τοῦ σχεδίου νόμου «περὶ τοῦ ἀμεταθέτου τῶν Μητροπολιτῶν». Ὁ κ. Ὑπουργὸς τῆς Παιδείας ἐδήλωσεν ὅτι ἡ Κυβέρνησις δέχεται τὰς τροπολογίας τὰς ὁποίας ὑπέβαλον οἱ εἰσηγηταί, μετὰ δὲ ταῦτα ἐψηφίσθη τὸ νομοσχέδιον κατ' ἀρχὴν καὶ κατ' ἄρθρον. Προηγουμένως ὡμίλησαν οἱ κ.κ. Κανελλόπουλος, Παπαπολίτης καὶ ἄλλοι βουλευταὶ ἀναπτύξαντες τὰς ἀπόψεις τῶν κομμάτων των. — [193, 338, 362, 463]
paragraph: ΛΟΝΔΙΝΟΝ, 16. — Εἰς τοὺς ἐνταῦθα πολιτικοὺς κύκλους ἐκδηλοῦται μεγάλη ἀνησυχία διὰ τὴν διένεξιν μεταξὺ τοῦ Πενταγώνου καὶ τοῦ Στέιτ Ντηπάρτμεντ, ἡ ὁποία δύναται νὰ ἐπηρεάσῃ τὴν πορείαν τῆς διασκέψεως τῶν ὑπουργῶν τῶν Ἐξωτερικῶν. — [1301, 602, 1449, 680]
paragraph: ΛΟΝΔΙΝΟΝ, 16. — Εἰς τοὺς ἐνταῦθα πολιτικοὺς κύκλους ἐκδηλοῦται μεγάλη ἀνησυχία διὰ τὴν διένεξιν μεταξὺ τοῦ Πενταγώνου καὶ τοῦ Στέιτ Ντηπάρτμεντ, ἡ ὁποία δύναται νὰ ἐπηρεάσῃ τὴν πορείαν τῆς διασκέψεως τῶν ὑπουργῶν τῶν Ἐξωτερικῶν. — [1146, 567, 1449, 853]
paragraph: ΛΟΝΔΙΝΟΝ, 16. — Εἰς τοὺς ἐνταῦθα πολιτικοὺς κύκλους ἐκδηλοῦται μεγάλη ἀνησυχία διὰ τὴν διένεξιν μεταξὺ τοῦ Πενταγώνου καὶ τοῦ Στέιτ Ντηπάρτμεντ, ἡ ὁποία δύναται νὰ ἐπηρεάσῃ τὴν πορείαν τῆς διασκέψεως τῶν ὑπουργῶν τῶν Ἐξωτερικῶν. — [989, 567, 1138, 644]
article-satyr — [733, 523, 905, 632]
paragraph: ΑΘΗΝΑΙ, 16. — Ὁ Ὑπουργὸς τῆς Προεδρίας τῆς Κυβερνήσεως ἀνεκοίνωσε σήμερον τοὺς γενικοὺς κανόνας μακροπροθέσμων καὶ βραχυπροθέσμων δανειοδοτήσεων τῶν ἡμερησίων ἐφημερίδων τῶν Ἀθηνῶν. — [16, 1680, 185, 1737]
paragraph: ΑΘΗΝΑΙ, 16. — Ὁ Ὑπουργὸς τῆς Προεδρίας τῆς Κυβερνήσεως ἀνεκοίνωσε σήμερον τοὺς γενικοὺς κανόνας μακροπροθέσμων καὶ βραχυπροθέσμων δανειοδοτήσεων τῶν ἡμερησίων ἐφημερίδων τῶν Ἀθηνῶν. — [370, 1501, 539, 1559]
paragraph: ΜΠΡΕΔΗΜΑΣ: Μετὰ ἀπορίας ἐπληροφορήθην ὅτι ἡ Κυβέρνησις δὲν ἐπέτυχε τὰ ἀποτελέσματα ἐκεῖνα τὰ ὁποῖα ἐπεδίωκεν. ΠΡΟΕΔΡΟΣ: Ὁ κ. Μπρέδημας ἔχει τὸν λόγον. ΜΠΡΕΔΗΜΑΣ: Αἱ κυβερνητικαὶ παρεμβάσεις ὑπῆρξαν ἄστοχοι καὶ δὲν ἀπέδωσαν τὰ ἀναμενόμενα. — [370, 802, 539, 880]
continued-text: ΣΥΝΕΧΕΙΑ — [919, 565, 970, 576]
section-rule — [550, 1494, 910, 1496]
paragraph: ΒΑΣΙΓΚΤΩΝ, 16. (Ἀσ. Πρές). — Ὁ Ἀντιπρόεδρος τῶν Ἡνωμένων Πολιτειῶν κ. Νίξον θὰ μεταβῇ τὸν Ἰούλιον εἰς τὴν Ρωσσίαν διὰ νὰ ἐγκαινιάσῃ τὴν ἐν Μόσχᾳ Ἀμερικανικὴν Ἔκθεσιν. — [733, 1369, 905, 1417]
article-body — [553, 61, 905, 307]
article-interventions — [16, 723, 539, 1287]
subhead-crisis: ΒΑΣΙΣ Η ΚΡΙΣΙΣ — [62, 359, 139, 369]
paragraph: ΑΘΗΝΑΙ, 16. — Ὁ Ὑπουργὸς τῆς Προεδρίας τῆς Κυβερνήσεως ἀνεκοίνωσε σήμερον τοὺς γενικοὺς κανόνας μακροπροθέσμων καὶ βραχυπροθέσμων δανειοδοτήσεων τῶν ἡμερησίων ἐφημερίδων τῶν Ἀθηνῶν. — [370, 1620, 539, 1678]
paragraph: ΑΘΗΝΑΙ, 16. — Ὁ Ὑπουργὸς τῆς Προεδρίας τῆς Κυβερνήσεως ἀνεκοίνωσε σήμερον τοὺς γενικοὺς κανόνας μακροπροθέσμων καὶ βραχυπροθέσμων δανειοδοτήσεων τῶν ἡμερησίων ἐφημερίδων τῶν Ἀθηνῶν. — [16, 1440, 185, 1499]
article-teddy-boy — [733, 637, 905, 704]
paragraph: Τὰς ἀμέσως ἀκολουθίας τῆς ἐξόδιος ἀκολουθίας ἐψάλη ἡ νεκρώσιμος ἀκολουθία εἰς τὸν Ἱερὸν Ναὸν τῆς Ἁγίας Εἰρήνης. Οἱ οἰκεῖοι εὐχαριστοῦν ὅλους ὅσοι συμμετέσχον εἰς τὸ πένθος των. — [994, 1594, 1322, 1780]
subhead-new-meetings: ΝΕΑΙ ΣΥΓΚΙΝΗΣΕΙΣ — [1177, 1253, 1262, 1263]
headline-government-loans: Η ΚΥΒΕΡΝΗΣΙΣ ΕΞΑΓΓΕΛΛΕΙ ΓΕΝΙΚΟΥΣ ΚΑΝΟΝΑΣ ΜΑΚΡΟΠΡΟΘΕΣΜΩΝ ΚΑΙ ΒΡΑΧΥΠΡΟΘΕΣΜΩΝ ΔΑΝΕΙΟΔΟΤΗΣΕΩΝ ΗΜΕΡΗΣΙΩΝ ΕΦΗΜΕΡΙΔΩΝ — [64, 1293, 491, 1376]
paragraph: ΡΩΜΗ, 16. (Ἀσ. Πρές). — Ἡ Ἰταλικὴ Γερουσία ἀπέρριψε σήμερον διὰ ψήφων 133 ἔναντι 87 διαμαρτυρίαν τῶν κομμάτων τῆς ἀριστερᾶς κατὰ τῆς ἐγκαταστάσεως εἰς τὸ ἔδαφος τῆς Ἰταλίας βάσεων πυραύλων τοῦ Ν.Α.Τ.Ο. — [553, 428, 724, 486]
headline-nixon: Ο ΑΝΤΙΠΡΟΕΔΡΟΣ ΤΩΝ ΗΝ. ΠΟΛΙΤΕΙΩΝ ΝΙΞΟΝ ΘΑ ΜΕΤΑΒΗ ΤΟΝ ΙΟΥΛΙΟΝ ΕΙΣ ΤΗΝ ΡΩΣΣΙΑΝ — [572, 1319, 885, 1343]
article-britain-cyprus — [915, 5, 1449, 524]
article-body — [915, 79, 1449, 516]
paragraph: ΡΩΜΗ, 16. (Ἀσ. Πρές). — Ἡ Ἰταλικὴ Γερουσία ἀπέρριψε σήμερον διὰ ψήφων 133 ἔναντι 87 διαμαρτυρίαν τῶν κομμάτων τῆς ἀριστερᾶς κατὰ τῆς ἐγκαταστάσεως εἰς τὸ ἔδαφος τῆς Ἰταλίας βάσεων πυραύλων τοῦ Ν.Α.Τ.Ο. — [553, 368, 724, 426]
paragraph: ΛΟΝΔΙΝΟΝ, 16. (Ρόυτερ). — Ἐγνώσθη σήμερον ὅτι ἡ Βρεταννικὴ Κυβέρνησις κατήρτισε σχέδιον συνθήκης διὰ τὴν ἐγκαθίδρυσιν τῆς ἀνεξαρτήτου Δημοκρατίας τῆς Κύπρου καὶ τὸ ὑπέβαλεν εἰς τοὺς ἐμπειρογνώμονας τῆς Ἑλλάδος καὶ τῆς Τουρκίας. Τὸ σχέδιον διασφαλίζει πρωτίστως τὰς βάσεις τῆς Μεγάλης Βρεταννίας ἐν τῇ νήσῳ. — [1277, 182, 1449, 269]
paragraph: ΑΘΗΝΑΙ, 16. — Κατά τὴν σημερινὴν συνεδρίασιν τῆς Βουλῆς, συνεχίσθη ἡ συζήτησις ἐπὶ τοῦ σχεδίου νόμου «περὶ τοῦ ἀμεταθέτου τῶν Μητροπολιτῶν». Ὁ κ. Ὑπουργὸς τῆς Παιδείας ἐδήλωσεν ὅτι ἡ Κυβέρνησις δέχεται τὰς τροπολογίας τὰς ὁποίας ὑπέβαλον οἱ εἰσηγηταί, μετὰ δὲ ταῦτα ἐψηφίσθη τὸ νομοσχέδιον κατ' ἀρχὴν καὶ κατ' ἄρθρον. Προηγουμένως ὡμίλησαν οἱ κ.κ. Κανελλόπουλος, Παπαπολίτης καὶ ἄλλοι βουλευταὶ ἀναπτύξαντες τὰς ἀπόψεις τῶν κομμάτων των. — [193, 210, 362, 336]
article-body — [990, 1595, 1327, 2068]
paragraph: ΑΘΗΝΑΙ, 16. — Ὁ Ὑπουργὸς τῆς Προεδρίας τῆς Κυβερνήσεως ἀνεκοίνωσε σήμερον τοὺς γενικοὺς κανόνας μακροπροθέσμων καὶ βραχυπροθέσμων δανειοδοτήσεων τῶν ἡμερησίων ἐφημερίδων τῶν Ἀθηνῶν. — [16, 1560, 185, 1618]
article-body — [990, 568, 1449, 1087]
subhead-rebuttal: ΑΛΛΑ ΑΙΤΙΑ ΤΗΣ ΚΑΚΟΔΑΙΜΟΝΙΑΣ — [23, 1009, 178, 1019]
continued-from: ἐκ τῆς 1ης σελίδος — [919, 1606, 981, 1614]
section-rule — [910, 1107, 1456, 1108]
headline-eisenhower: Ο Κ. ΑΪΖΕΝΧΑΟΥΕΡ ΕΠΙΘΥΜΕΙ ΝΑ ΣΥΝΕΧΙΣΘΗ Η ΕΞΩΤΕΡΙΚΗ ΠΟΛΙΤΙΚΗ ΤΟΥ Κ. ΝΤΑΛΛΕΣ — [935, 1110, 1430, 1143]
subhead-russian-follow: ΠΑΡΕΝΟΧΛΟΥΝ ΤΑ ΡΩΣΣΙΚΑ — [1310, 682, 1440, 692]
continued-tag — [915, 562, 990, 587]
continued-text: ΣΥΝΕΧΕΙΑ — [919, 1146, 970, 1157]
side-column — [733, 943, 905, 1231]
subhead-karamanlis: Ο κ. ΚΑΡΑΜΑΝΛΗΣ — [234, 832, 321, 842]
paragraph: ΑΘΗΝΑΙ, 16. — Ὁ Ὑπουργὸς τῆς Προεδρίας τῆς Κυβερνήσεως ἀνεκοίνωσε σήμερον τοὺς γενικοὺς κανόνας μακροπροθέσμων καὶ βραχυπροθέσμων δανειοδοτήσεων τῶν ἡμερησίων ἐφημερίδων τῶν Ἀθηνῶν. — [370, 1440, 539, 1499]
paragraph: ΑΘΗΝΑΙ, 16. — Ἀντιμέτωποι τῶν βουλευτῶν τῆς ΕΡΕ εὑρέθησαν οἱ ὑπουργοὶ κ.κ. Πρωτοπαπαδάκης καὶ Γκίκας κατὰ τὴν σύσκεψιν τῆς Τετάρτης, καθ' ἣν ἐξητάσθη τὸ θέμα τῶν ἐκλογῶν. — [553, 942, 724, 991]
paragraph: ΑΘΗΝΑΙ, 16. — Ὁ Ὑπουργὸς τῆς Προεδρίας τῆς Κυβερνήσεως ἀνεκοίνωσε σήμερον τοὺς γενικοὺς κανόνας μακροπροθέσμων καὶ βραχυπροθέσμων δανειοδοτήσεων τῶν ἡμερησίων ἐφημερίδων τῶν Ἀθηνῶν. — [16, 1620, 185, 1678]
paragraph: ΑΘΗΝΑΙ, 16. — Αἱ διαμαρτυρίαι διὰ τὴν ἵδρυσιν τῆς νέας ἐκθέσεως συνεχίζονται. Οἱ ἐκπρόσωποι τῶν ἐμπορικῶν συλλόγων ἐπεσκέφθησαν τὸν κ. Ὑπουργόν. — [769, 1546, 905, 1604]
headline-italian-senate: Η ΙΤΑΛΙΚΗ ΓΕΡΟΥΣΙΑ ΑΠΕΡΡΙΨΕ ΔΙΑ ΨΗΦΩΝ 133 ΕΝΑΝΤΙ 87 ΔΙΑΜΑΡΤΥΡΙΑΝ ΤΩΝ ΚΟΜΜΑΤΩΝ ΤΗΣ ΑΡΙΣΤΕΡΑΣ ΕΝΑΝΤΙΟΝ ΤΗΣ ΕΓΚΑΤΑΣΤΑΣΕΩΣ ΒΑΣΕΩΝ ΠΥΡΑΥΛΩΝ ΤΟΥ Ν.Α.Τ.Ο. — [562, 312, 895, 363]
paragraph: ΛΟΝΔΙΝΟΝ, 16. — Εἰς τοὺς ἐνταῦθα πολιτικοὺς κύκλους ἐκδηλοῦται μεγάλη ἀνησυχία διὰ τὴν διένεξιν μεταξὺ τοῦ Πενταγώνου καὶ τοῦ Στέιτ Ντηπάρτμεντ, ἡ ὁποία δύναται νὰ ἐπηρεάσῃ τὴν πορείαν τῆς διασκέψεως τῶν ὑπουργῶν τῶν Ἐξωτερικῶν. — [989, 739, 1138, 817]
paragraph: Αἱ ἐπιθέσεις ἐναντίον γυναικῶν εἰς τὰς Ἀθήνας συνεχίζονται. Ἡ Ἀστυνομία ἔλαβε ἔκτακτα μέτρα πρὸς προστασίαν τῶν πολιτῶν κατὰ τὰς νυκτερινὰς ὥρας. — [1270, 2114, 1449, 2152]
paragraph: ΑΘΗΝΑΙ, 16. — Οἱ ἑπτὰ Μητροπολῖται ἠρνήθησαν τὴν νύκτα νὰ ὑπογράψουν τὸ καταρτισθὲν πρακτικὸν τῆς συμφωνίας κατόπιν τῶν γενομένων προσθηκῶν ὑπὸ τῆς συσκέψεως τῶν ἐν Ἀθήναις Ἱεραρχῶν. — [733, 1711, 905, 1759]
paragraph: ΑΘΗΝΑΙ, 16. — Ὁ Ὑπουργὸς τῆς Προεδρίας τῆς Κυβερνήσεως ἀνεκοίνωσε σήμερον τοὺς γενικοὺς κανόνας μακροπροθέσμων καὶ βραχυπροθέσμων δανειοδοτήσεων τῶν ἡμερησίων ἐφημερίδων τῶν Ἀθηνῶν. — [370, 1680, 539, 1737]
article-body — [553, 1711, 905, 2093]
paragraph: ΜΠΡΕΔΗΜΑΣ: Μετὰ ἀπορίας ἐπληροφορήθην ὅτι ἡ Κυβέρνησις δὲν ἐπέτυχε τὰ ἀποτελέσματα ἐκεῖνα τὰ ὁποῖα ἐπεδίωκεν. ΠΡΟΕΔΡΟΣ: Ὁ κ. Μπρέδημας ἔχει τὸν λόγον. ΜΠΡΕΔΗΜΑΣ: Αἱ κυβερνητικαὶ παρεμβάσεις ὑπῆρξαν ἄστοχοι καὶ δὲν ἀπέδωσαν τὰ ἀναμενόμενα. — [16, 772, 185, 849]
paragraph: ΑΘΗΝΑΙ, 16. — Ὑπὸ τῶν προσκειμένων εἰς τὸν κ. Βενιζέλον κύκλων ἐγνώσθη σήμερον ὅτι ὁ Ἀρχηγὸς τοῦ Κόμματος τῶν Φιλελευθέρων θὰ καταβάλη προσπάθειαν πρὸς ἑνιαίαν ἐμφάνισιν τῶν κομμάτων τοῦ Κέντρου κατὰ τὰς προσεχεῖς ἐκλογάς. Ὁ κ. Βενιζέλος θὰ ἔλθη εἰς ἐπαφὴν μὲ τοὺς ἀρχηγοὺς τῶν λοιπῶν κομμάτων. — [733, 100, 905, 178]
paragraph: ΑΘΗΝΑΙ, 16. — Οἱ ἑπτὰ Μητροπολῖται ἠρνήθησαν τὴν νύκτα νὰ ὑπογράψουν τὸ καταρτισθὲν πρακτικὸν τῆς συμφωνίας κατόπιν τῶν γενομένων προσθηκῶν ὑπὸ τῆς συσκέψεως τῶν ἐν Ἀθήναις Ἱεραρχῶν. — [553, 1861, 725, 1909]
headline-interventions: ΑΣΤΟΧΟΙ ΗΣΑΝ ΑΙ ΚΥΒΕΡΝΗΤΙΚΑΙ ΠΑΡΕΜΒΑΣΕΙΣ — [86, 722, 469, 766]
paragraph: ΑΘΗΝΑΙ, 16. — Οἱ ἑπτὰ Μητροπολῖται ἠρνήθησαν τὴν νύκτα νὰ ὑπογράψουν τὸ καταρτισθὲν πρακτικὸν τῆς συμφωνίας κατόπιν τῶν γενομένων προσθηκῶν ὑπὸ τῆς συσκέψεως τῶν ἐν Ἀθήναις Ἱεραρχῶν. — [733, 1811, 905, 1859]
section-rule — [550, 1654, 910, 1656]
paragraph: Αἱ ἐπιθέσεις ἐναντίον γυναικῶν εἰς τὰς Ἀθήνας συνεχίζονται. Ἡ Ἀστυνομία ἔλαβε ἔκτακτα μέτρα πρὸς προστασίαν τῶν πολιτῶν κατὰ τὰς νυκτερινὰς ὥρας. — [1162, 1703, 1327, 1742]
paragraph: ΑΘΗΝΑΙ, 16. — Ἀντιμέτωποι τῶν βουλευτῶν τῆς ΕΡΕ εὑρέθησαν οἱ ὑπουργοὶ κ.κ. Πρωτοπαπαδάκης καὶ Γκίκας κατὰ τὴν σύσκεψιν τῆς Τετάρτης, καθ' ἣν ἐξητάσθη τὸ θέμα τῶν ἐκλογῶν. — [553, 992, 724, 1041]
section-rule — [9, 717, 546, 719]
subhead-concern: ΔΙΑΚΥΒΕΥΕΤΑΙ Η ΔΙΑΣΚΕΨΙΣ — [999, 726, 1127, 736]
paragraph: ΒΑΣΙΓΚΤΩΝ, 16. (Ρόυτερ). — Ὁ Πρόεδρος Ἀϊζενχάουερ ἐδήλωσεν ὅτι ἐπιθυμεῖ νὰ συνεχισθῇ ἡ ἐξωτερικὴ πολιτικὴ τοῦ κ. Ντάλλες, ἀνεξαρτήτως τοῦ προσώπου τὸ ὁποῖον θὰ τὸν διαδεχθῇ. — [1301, 1258, 1449, 1316]
headline-seven-refused: ΟΙ ΕΠΤΑ ΗΡΝΗΘΗΣΑΝ ΤΗΝ ΝΥΚΤΑ ΝΑ ΥΠΟΓΡΑΨΟΥΝ ΤΟ ΚΑΤΑΡΤΙΣΘΕΝ ΠΡΑΚΤΙΚΟΝ ΤΗΣ ΣΥΜΦΩΝΙΑΣ ΚΑΤΟΠΙΝ ΤΩΝ ΓΕΝΟΜΕΝΩΝ ΠΡΟΣΘΗΚΩΝ ΥΠΟ ΤΗΣ ΣΥΣΚΕΨΕΩΣ ΤΩΝ ΕΝ ΑΘΗΝΑΙΣ ΙΕΡΑΡΧΩΝ — [553, 1659, 905, 1706]
continued-text: ΣΥΝΕΧΕΙΑ — [919, 1596, 970, 1607]
continued-tag — [915, 1143, 990, 1167]
section-rule — [550, 897, 910, 899]
paragraph: ΑΘΗΝΑΙ, 16. — Κατά τὴν σημερινὴν συνεδρίασιν τῆς Βουλῆς, συνεχίσθη ἡ συζήτησις ἐπὶ τοῦ σχεδίου νόμου «περὶ τοῦ ἀμεταθέτου τῶν Μητροπολιτῶν». Ὁ κ. Ὑπουργὸς τῆς Παιδείας ἐδήλωσεν ὅτι ἡ Κυβέρνησις δέχεται τὰς τροπολογίας τὰς ὁποίας ὑπέβαλον οἱ εἰσηγηταί, μετὰ δὲ ταῦτα ἐψηφίσθη τὸ νομοσχέδιον κατ' ἀρχὴν καὶ κατ' ἄρθρον. Προηγουμένως ὡμίλησαν οἱ κ.κ. Κανελλόπουλος, Παπαπολίτης καὶ ἄλλοι βουλευταὶ ἀναπτύξαντες τὰς ἀπόψεις τῶν κομμάτων των. — [370, 152, 539, 278]
paragraph: ΑΘΗΝΑΙ, 16. — Ὁ Ὑπουργὸς τῆς Προεδρίας τῆς Κυβερνήσεως ἀνεκοίνωσε σήμερον τοὺς γενικοὺς κανόνας μακροπροθέσμων καὶ βραχυπροθέσμων δανειοδοτήσεων τῶν ἡμερησίων ἐφημερίδων τῶν Ἀθηνῶν. — [193, 1620, 362, 1678]
article-eisenhower — [915, 1112, 1449, 1567]
paragraph: ΜΠΡΕΔΗΜΑΣ: Μετὰ ἀπορίας ἐπληροφορήθην ὅτι ἡ Κυβέρνησις δὲν ἐπέτυχε τὰ ἀποτελέσματα ἐκεῖνα τὰ ὁποῖα ἐπεδίωκεν. ΠΡΟΕΔΡΟΣ: Ὁ κ. Μπρέδημας ἔχει τὸν λόγον. ΜΠΡΕΔΗΜΑΣ: Αἱ κυβερνητικαὶ παρεμβάσεις ὑπῆρξαν ἄστοχοι καὶ δὲν ἀπέδωσαν τὰ ἀναμενόμενα. — [16, 929, 185, 1006]
column-rule — [910, 0, 912, 2117]
subhead-mayors: ΣΥΣΚΕΨΙΣ ΤΩΝ ΔΗΜΑΡΧΩΝ — [1300, 271, 1425, 281]
article-venizelos — [553, 5, 905, 306]
paragraph: ΛΟΝΔΙΝΟΝ, 16. (Ρόυτερ). — Ἐγνώσθη σήμερον ὅτι ἡ Βρεταννικὴ Κυβέρνησις κατήρτισε σχέδιον συνθήκης διὰ τὴν ἐγκαθίδρυσιν τῆς ἀνεξαρτήτου Δημοκρατίας τῆς Κύπρου καὶ τὸ ὑπέβαλεν εἰς τοὺς ἐμπειρογνώμονας τῆς Ἑλλάδος καὶ τῆς Τουρκίας. Τὸ σχέδιον διασφαλίζει πρωτίστως τὰς βάσεις τῆς Μεγάλης Βρεταννίας ἐν τῇ νήσῳ. — [1096, 79, 1269, 166]
article-body — [553, 943, 724, 1307]
headline-venizelos: Ο Κ. ΒΕΝΙΖΕΛΟΣ ΘΑ ΚΑΤΑΒΑΛΗ ΠΡΟΣΠΑΘΕΙΑΝ ΕΝΙΑΙΑΣ ΕΜΦΑΝΙΣΕΩΣ ΤΟΥ ΚΕΝΤΡΟΥ ΚΑΙ ΕΙ ΔΥΝΑΤΟΝ ΕΝΟΠΟΙΗΣΕΩΣ ΟΛΗΣ ΤΗΣ ΕΘΝΙΚΟΦΡΟΝΟΣ ΑΝΤΙΠΟΛΙΤΕΥΣΕΩΣ — [569, 5, 889, 56]
subhead-insists: ΑΛΛΙ ΕΠΙΜΕΝΟΥΝ — [1178, 781, 1260, 791]
article-body — [738, 660, 900, 698]
paragraph: ΑΘΗΝΑΙ, 16. — Κατά τὴν σημερινὴν συνεδρίασιν τῆς Βουλῆς, συνεχίσθη ἡ συζήτησις ἐπὶ τοῦ σχεδίου νόμου «περὶ τοῦ ἀμεταθέτου τῶν Μητροπολιτῶν». Ὁ κ. Ὑπουργὸς τῆς Παιδείας ἐδήλωσεν ὅτι ἡ Κυβέρνησις δέχεται τὰς τροπολογίας τὰς ὁποίας ὑπέβαλον οἱ εἰσηγηταί, μετὰ δὲ ταῦτα ἐψηφίσθη τὸ νομοσχέδιον κατ' ἀρχὴν καὶ κατ' ἄρθρον. Προηγουμένως ὡμίλησαν οἱ κ.κ. Κανελλόπουλος, Παπαπολίτης καὶ ἄλλοι βουλευταὶ ἀναπτύξαντες τὰς ἀπόψεις τῶν κομμάτων των. — [16, 102, 185, 227]
paragraph: ΡΩΜΗ, 16. (Ἀσ. Πρές). — Ἡ Ἰταλικὴ Γερουσία ἀπέρριψε σήμερον διὰ ψήφων 133 ἔναντι 87 διαμαρτυρίαν τῶν κομμάτων τῆς ἀριστερᾶς κατὰ τῆς ἐγκαταστάσεως εἰς τὸ ἔδαφος τῆς Ἰταλίας βάσεων πυραύλων τοῦ Ν.Α.Τ.Ο. — [553, 725, 724, 783]
article-pentagon — [915, 531, 1449, 1105]
article-protests — [553, 1500, 905, 1653]
side-column — [733, 369, 905, 705]
continued-tag — [553, 1511, 628, 1535]
headline-teddy-boy: ΚΑΤΑΔΙΚΗ ΤΕΝΤΥ ΜΠΟΫ — [751, 643, 887, 656]
paragraph: ΑΘΗΝΑΙ, 16. — Ὑπὸ τοῦ Αὐτοφώρου κατεδικάσθη εἰς φυλάκισιν 25 ἡμερῶν ὁ σάτυρος ὁ ὁποῖος παρηνώχλει γυναῖκας εἰς τὴν πλατεῖαν Ὁμονοίας. — [738, 586, 900, 625]
funeral-name: ΑΓΓΕΛΙΚΗ ΝΙΚΟΛ. ΚΑΜΠΑΝΟΥ — [1010, 1738, 1133, 1747]
paragraph: ΑΘΗΝΑΙ, 16. — Συνῆλθε σήμερον τὸ κεντρικὸν συμβούλιον τῆς Α.Δ.Ε.Δ.Υ., τὸ ὁποῖον ἀπεφάσισε νὰ ἐνταθῇ ὁ ἀγὼν τῶν δημοσίων ὑπαλλήλων διὰ τὴν ἱκανοποίησιν τῶν αἰτημάτων των. — [738, 462, 900, 511]
paragraph: ΑΘΗΝΑΙ, 16. — Ὑπὸ τῶν προσκειμένων εἰς τὸν κ. Βενιζέλον κύκλων ἐγνώσθη σήμερον ὅτι ὁ Ἀρχηγὸς τοῦ Κόμματος τῶν Φιλελευθέρων θὰ καταβάλη προσπάθειαν πρὸς ἑνιαίαν ἐμφάνισιν τῶν κομμάτων τοῦ Κέντρου κατὰ τὰς προσεχεῖς ἐκλογάς. Ὁ κ. Βενιζέλος θὰ ἔλθη εἰς ἐπαφὴν μὲ τοὺς ἀρχηγοὺς τῶν λοιπῶν κομμάτων. — [553, 60, 725, 137]
article-parliament — [16, 5, 539, 715]
paragraph: ΛΟΝΔΙΝΟΝ, 16. (Ρόυτερ). — Ἐγνώσθη σήμερον ὅτι ἡ Βρεταννικὴ Κυβέρνησις κατήρτισε σχέδιον συνθήκης διὰ τὴν ἐγκαθίδρυσιν τῆς ἀνεξαρτήτου Δημοκρατίας τῆς Κύπρου καὶ τὸ ὑπέβαλεν εἰς τοὺς ἐμπειρογνώμονας τῆς Ἑλλάδος καὶ τῆς Τουρκίας. Τὸ σχέδιον διασφαλίζει πρωτίστως τὰς βάσεις τῆς Μεγάλης Βρεταννίας ἐν τῇ νήσῳ. — [915, 79, 1087, 166]
paragraph: ΛΟΝΔΙΝΟΝ, 16. — Εἰς τοὺς ἐνταῦθα πολιτικοὺς κύκλους ἐκδηλοῦται μεγάλη ἀνησυχία διὰ τὴν διένεξιν μεταξὺ τοῦ Πενταγώνου καὶ τοῦ Στέιτ Ντηπάρτμεντ, ἡ ὁποία δύναται νὰ ἐπηρεάσῃ τὴν πορείαν τῆς διασκέψεως τῶν ὑπουργῶν τῶν Ἐξωτερικῶν. — [1301, 696, 1449, 773]
paragraph: ΜΠΡΕΔΗΜΑΣ: Μετὰ ἀπορίας ἐπληροφορήθην ὅτι ἡ Κυβέρνησις δὲν ἐπέτυχε τὰ ἀποτελέσματα ἐκεῖνα τὰ ὁποῖα ἐπεδίωκεν. ΠΡΟΕΔΡΟΣ: Ὁ κ. Μπρέδημας ἔχει τὸν λόγον. ΜΠΡΕΔΗΜΑΣ: Αἱ κυβερνητικαὶ παρεμβάσεις ὑπῆρξαν ἄστοχοι καὶ δὲν ἀπέδωσαν τὰ ἀναμενόμενα. — [16, 772, 362, 1136]
subhead-stone: «Η ΠΕΤΡΑ ΤΟΥ ΣΚΑΝΔΑΛΟΥ» — [34, 1103, 167, 1113]
paragraph: ΒΑΣΙΓΚΤΩΝ, 16. (Ρόυτερ). — Ὁ Πρόεδρος Ἀϊζενχάουερ ἐδήλωσεν ὅτι ἐπιθυμεῖ νὰ συνεχισθῇ ἡ ἐξωτερικὴ πολιτικὴ τοῦ κ. Ντάλλες, ἀνεξαρτήτως τοῦ προσώπου τὸ ὁποῖον θὰ τὸν διαδεχθῇ. — [1301, 1183, 1449, 1241]
paragraph: ΑΘΗΝΑΙ, 16. — Κατά τὴν σημερινὴν συνεδρίασιν τῆς Βουλῆς, συνεχίσθη ἡ συζήτησις ἐπὶ τοῦ σχεδίου νόμου «περὶ τοῦ ἀμεταθέτου τῶν Μητροπολιτῶν». Ὁ κ. Ὑπουργὸς τῆς Παιδείας ἐδήλωσεν ὅτι ἡ Κυβέρνησις δέχεται τὰς τροπολογίας τὰς ὁποίας ὑπέβαλον οἱ εἰσηγηταί, μετὰ δὲ ταῦτα ἐψηφίσθη τὸ νομοσχέδιον κατ' ἀρχὴν καὶ κατ' ἄρθρον. Προηγουμένως ὡμίλησαν οἱ κ.κ. Κανελλόπουλος, Παπαπολίτης καὶ ἄλλοι βουλευταὶ ἀναπτύξαντες τὰς ἀπόψεις τῶν κομμάτων των. — [370, 407, 539, 532]
subhead-opinion: «ΜΕΤΑ ΓΝΩΜΗΝ» — [56, 500, 146, 511]
paragraph: Αἱ ἐπιθέσεις ἐναντίον γυναικῶν εἰς τὰς Ἀθήνας συνεχίζονται. Ἡ Ἀστυνομία ἔλαβε ἔκτακτα μέτρα πρὸς προστασίαν τῶν πολιτῶν κατὰ τὰς νυκτερινὰς ὥρας. — [1270, 2154, 1449, 2193]
paragraph: ΛΟΝΔΙΝΟΝ, 16. — Εἰς τοὺς ἐνταῦθα πολιτικοὺς κύκλους ἐκδηλοῦται μεγάλη ἀνησυχία διὰ τὴν διένεξιν μεταξὺ τοῦ Πενταγώνου καὶ τοῦ Στέιτ Ντηπάρτμεντ, ἡ ὁποία δύναται νὰ ἐπηρεάσῃ τὴν πορείαν τῆς διασκέψεως τῶν ὑπουργῶν τῶν Ἐξωτερικῶν. — [1146, 622, 1293, 700]
paragraph: ΛΟΝΔΙΝΟΝ, 16. — Εἰς τοὺς ἐνταῦθα πολιτικοὺς κύκλους ἐκδηλοῦται μεγάλη ἀνησυχία διὰ τὴν διένεξιν μεταξὺ τοῦ Πενταγώνου καὶ τοῦ Στέιτ Ντηπάρτμεντ, ἡ ὁποία δύναται νὰ ἐπηρεάσῃ τὴν πορείαν τῆς διασκέψεως τῶν ὑπουργῶν τῶν Ἐξωτερικῶν. — [989, 646, 1138, 723]
paragraph: ΑΘΗΝΑΙ, 16. — Ὁ Ὑπουργὸς τῆς Προεδρίας τῆς Κυβερνήσεως ἀνεκοίνωσε σήμερον τοὺς γενικοὺς κανόνας μακροπροθέσμων καὶ βραχυπροθέσμων δανειοδοτήσεων τῶν ἡμερησίων ἐφημερίδων τῶν Ἀθηνῶν. — [16, 1381, 185, 1440]
paragraph: ΡΩΜΗ, 16. (Ἀσ. Πρές). — Ἡ Ἰταλικὴ Γερουσία ἀπέρριψε σήμερον διὰ ψήφων 133 ἔναντι 87 διαμαρτυρίαν τῶν κομμάτων τῆς ἀριστερᾶς κατὰ τῆς ἐγκαταστάσεως εἰς τὸ ἔδαφος τῆς Ἰταλίας βάσεων πυραύλων τοῦ Ν.Α.Τ.Ο. — [553, 547, 724, 605]
paragraph: ΑΘΗΝΑΙ, 16. — Ὑπὸ τῶν προσκειμένων εἰς τὸν κ. Βενιζέλον κύκλων ἐγνώσθη σήμερον ὅτι ὁ Ἀρχηγὸς τοῦ Κόμματος τῶν Φιλελευθέρων θὰ καταβάλη προσπάθειαν πρὸς ἑνιαίαν ἐμφάνισιν τῶν κομμάτων τοῦ Κέντρου κατὰ τὰς προσεχεῖς ἐκλογάς. Ὁ κ. Βενιζέλος θὰ ἔλθη εἰς ἐπαφὴν μὲ τοὺς ἀρχηγοὺς τῶν λοιπῶν κομμάτων. — [553, 139, 725, 217]
article-body — [553, 369, 724, 896]
headline-signed-decision: ΥΠΕΓΡΑΦΗ Η ΑΠΟΦΑΣΙΣ ΔΙΑ ΤΟ ΔΩΡΟΝ ΤΩΝ ΣΥΝΤΑΞΙΟΥΧΩΝ ΤΟΥ ΔΗΜΟΣΙΟΥ — [739, 950, 899, 981]
subheadline-britain-cyprus: ΔΙΑΣΦΑΛΙΖΕΙ ΠΡΩΤΙΣΤΩΣ ΟΛΑΣ ΤΑΣ ΒΑΣΕΙΣ ΤΗΣ — [987, 56, 1377, 75]
paragraph: Αἱ ἐπιθέσεις ἐναντίον γυναικῶν εἰς τὰς Ἀθήνας συνεχίζονται. Ἡ Ἀστυνομία ἔλαβε ἔκτακτα μέτρα πρὸς προστασίαν τῶν πολιτῶν κατὰ τὰς νυκτερινὰς ὥρας. — [1162, 1743, 1327, 1783]
headline-britain-cyprus: Η Μ. ΒΡΕΤΑΝΝΙΑ ΚΑΤΗΡΤΙΣΕ ΣΧΕΔΙΟΝ ΣΥΝΘΗΚΗΣ ΤΗΣ ΑΝΕΞΑΡΤΗΤΟΥ ΔΗΜΟΚΡΑΤΙΑΣ ΤΗΣ ΚΥΠΡΟΥ ΚΑΙ ΤΟ ΥΠΕΒΑΛΕΝ ΕΙΣ ΤΟΥΣ ΕΜΠΕΙΡΟΓΝΩΜΟΝΑΣ — [941, 4, 1423, 55]
paragraph: ΑΘΗΝΑΙ, 16. — Ὁ Ὑπουργὸς τῆς Προεδρίας τῆς Κυβερνήσεως ἀνεκοίνωσε σήμερον τοὺς γενικοὺς κανόνας μακροπροθέσμων καὶ βραχυπροθέσμων δανειοδοτήσεων τῶν ἡμερησίων ἐφημερίδων τῶν Ἀθηνῶν. — [16, 1501, 185, 1559]
paragraph: ΑΘΗΝΑΙ, 16. — Ὁ πρεσβευτὴς τῆς Μεγάλης Βρεταννίας Σερ Ρότζερ Ἄλλεν ἀνεχώρησε σήμερον διὰ Θεσσαλονίκην ὅπου θὰ περιοδεύσῃ εἰς τὴν Βόρειον Ἑλλάδα. — [738, 1126, 900, 1175]
section-rule — [9, 1289, 546, 1290]
paragraph: ΑΘΗΝΑΙ, 16. — Ὑπὸ τοῦ Αὐτοφώρου κατεδικάσθη εἰς φυλάκισιν 25 ἡμερῶν ὁ σάτυρος ὁ ὁποῖος παρηνώχλει γυναῖκας εἰς τὴν πλατεῖαν Ὁμονοίας. — [738, 545, 900, 584]
paragraph: ΒΑΣΙΓΚΤΩΝ, 16. (Ρόυτερ). — Ὁ Πρόεδρος Ἀϊζενχάουερ ἐδήλωσεν ὅτι ἐπιθυμεῖ νὰ συνεχισθῇ ἡ ἐξωτερικὴ πολιτικὴ τοῦ κ. Ντάλλες, ἀνεξαρτήτως τοῦ προσώπου τὸ ὁποῖον θὰ τὸν διαδεχθῇ. — [989, 1147, 1293, 1310]
paragraph: ΒΑΣΙΓΚΤΩΝ, 16. (Ρόυτερ). — Ὁ Πρόεδρος Ἀϊζενχάουερ ἐδήλωσεν ὅτι ἐπιθυμεῖ νὰ συνεχισθῇ ἡ ἐξωτερικὴ πολιτικὴ τοῦ κ. Ντάλλες, ἀνεξαρτήτως τοῦ προσώπου τὸ ὁποῖον θὰ τὸν διαδεχθῇ. — [1146, 1193, 1293, 1251]
paragraph: ΡΩΜΗ, 16. (Ἀσ. Πρές). — Ἡ Ἰταλικὴ Γερουσία ἀπέρριψε σήμερον διὰ ψήφων 133 ἔναντι 87 διαμαρτυρίαν τῶν κομμάτων τῆς ἀριστερᾶς κατὰ τῆς ἐγκαταστάσεως εἰς τὸ ἔδαφος τῆς Ἰταλίας βάσεων πυραύλων τοῦ Ν.Α.Τ.Ο. — [553, 606, 724, 664]
section-rule — [550, 1314, 910, 1316]
continued-from: ἐκ τῆς 1ης σελίδος — [919, 1156, 981, 1164]
paragraph: ΑΘΗΝΑΙ, 16. — Αἱ διαμαρτυρίαι διὰ τὴν ἵδρυσιν τῆς νέας ἐκθέσεως συνεχίζονται. Οἱ ἐκπρόσωποι τῶν ἐμπορικῶν συλλόγων ἐπεσκέφθησαν τὸν κ. Ὑπουργόν. — [627, 1515, 763, 1573]
article-nixon — [553, 1319, 905, 1492]
continued-from: ἐκ τῆς 1ης σελίδος — [557, 1523, 619, 1531]
headline-attacks-women: ΑΙ ΕΠΙΘΕΣΕΙΣ ΕΝΑΝΤΙΟΝ ΓΥΝΑΙΚΩΝ ΕΙΣ ΤΑΣ ΑΘΗΝΑΣ — [962, 1572, 1402, 1590]
article-struggle — [733, 369, 905, 518]
